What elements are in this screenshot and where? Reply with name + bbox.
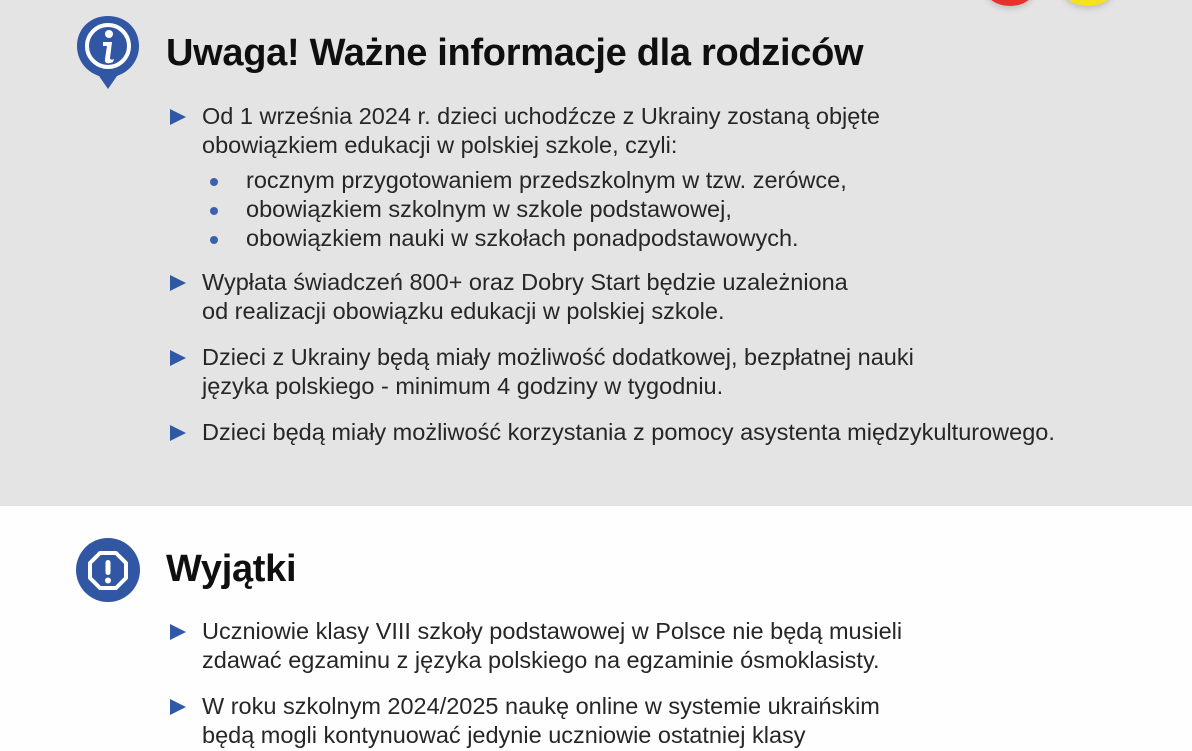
arrow-bullet-icon: [170, 275, 186, 291]
warning-octagon-icon: [76, 538, 140, 602]
info-section-title: Uwaga! Ważne informacje dla rodziców: [166, 32, 864, 74]
arrow-bullet-icon: [170, 624, 186, 640]
arrow-bullet-icon: [170, 109, 186, 125]
arrow-bullet-icon: [170, 699, 186, 715]
arrow-bullet-icon: [170, 350, 186, 366]
dot-bullet-icon: [210, 207, 218, 215]
arrow-bullet-icon: [170, 425, 186, 441]
info-pin-icon: [75, 14, 141, 90]
exceptions-section-title: Wyjątki: [166, 548, 297, 590]
dot-bullet-icon: [210, 178, 218, 186]
dot-bullet-icon: [210, 236, 218, 244]
